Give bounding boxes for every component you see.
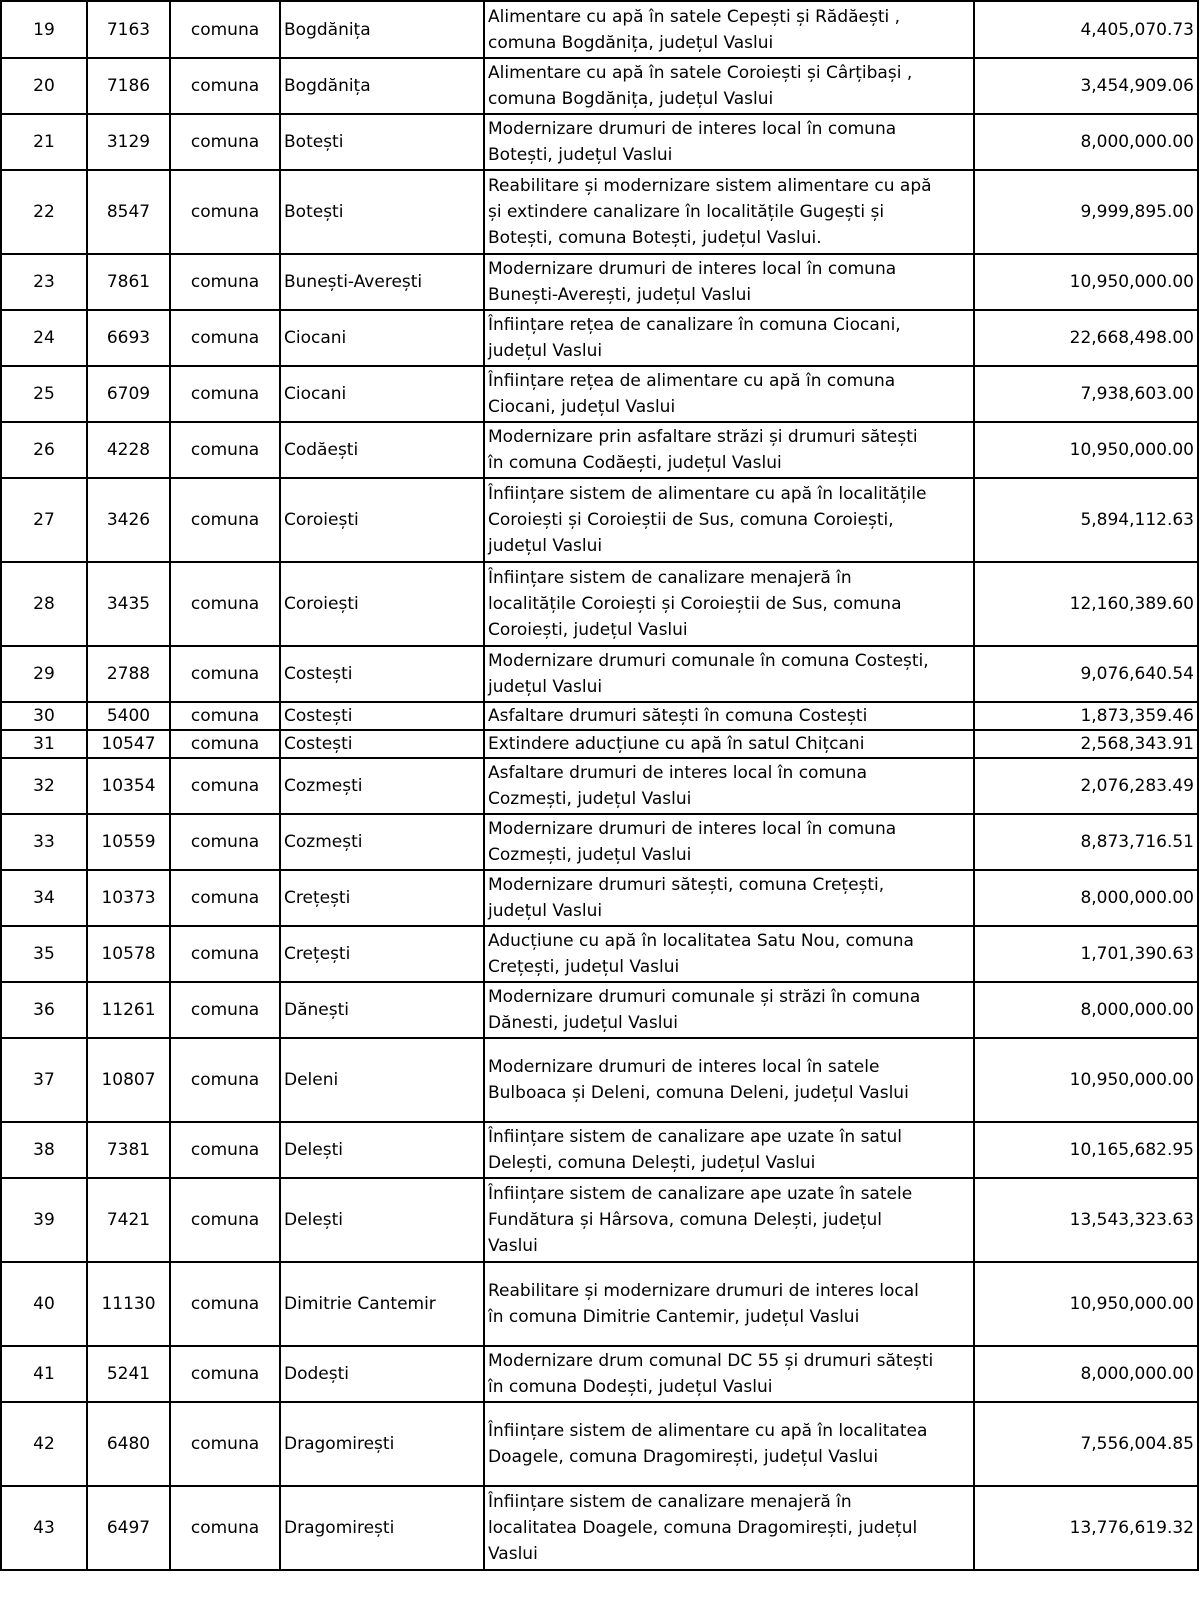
locality-type-cell: comuna: [170, 114, 280, 170]
locality-name-cell: Deleni: [280, 1038, 484, 1122]
project-description-cell: Înființare rețea de alimentare cu apă în comuna Ciocani, județul Vaslui: [484, 366, 974, 422]
locality-type-cell: comuna: [170, 1178, 280, 1262]
row-number-cell: 20: [1, 58, 87, 114]
project-description-cell: Alimentare cu apă în satele Cepești și Rădăești , comuna Bogdănița, județul Vaslui: [484, 1, 974, 58]
project-description-cell: Modernizare drum comunal DC 55 și drumuri sătești în comuna Dodești, județul Vaslui: [484, 1346, 974, 1402]
amount-cell: 8,000,000.00: [974, 870, 1198, 926]
amount-cell: 8,873,716.51: [974, 814, 1198, 870]
project-description-cell: Înființare rețea de canalizare în comuna Ciocani, județul Vaslui: [484, 310, 974, 366]
amount-cell: 8,000,000.00: [974, 982, 1198, 1038]
locality-type-cell: comuna: [170, 1122, 280, 1178]
amount-cell: 10,950,000.00: [974, 1262, 1198, 1346]
locality-name-cell: Cozmești: [280, 758, 484, 814]
row-number-cell: 33: [1, 814, 87, 870]
project-id-cell: 6709: [87, 366, 170, 422]
table-row: [1, 170, 1198, 254]
row-number-cell: 43: [1, 1486, 87, 1570]
locality-name-cell: Delești: [280, 1122, 484, 1178]
amount-cell: 2,076,283.49: [974, 758, 1198, 814]
locality-name-cell: Delești: [280, 1178, 484, 1262]
locality-type-cell: comuna: [170, 926, 280, 982]
locality-type-cell: comuna: [170, 1346, 280, 1402]
project-description-cell: Înființare sistem de canalizare menajeră în localitățile Coroiești și Coroieștii de Sus, comuna Coroiești, județul Vaslui: [484, 562, 974, 646]
row-number-cell: 31: [1, 730, 87, 758]
locality-type-cell: comuna: [170, 1402, 280, 1486]
locality-name-cell: Costești: [280, 702, 484, 730]
amount-cell: 13,776,619.32: [974, 1486, 1198, 1570]
locality-name-cell: Dimitrie Cantemir: [280, 1262, 484, 1346]
project-description-cell: Reabilitare și modernizare drumuri de interes local în comuna Dimitrie Cantemir, județul Vaslui: [484, 1262, 974, 1346]
table-row: [1, 478, 1198, 562]
amount-cell: 1,701,390.63: [974, 926, 1198, 982]
locality-type-cell: comuna: [170, 310, 280, 366]
amount-cell: 9,999,895.00: [974, 170, 1198, 254]
locality-name-cell: Ciocani: [280, 366, 484, 422]
locality-type-cell: comuna: [170, 702, 280, 730]
project-id-cell: 10807: [87, 1038, 170, 1122]
table-row: [1, 1402, 1198, 1486]
project-description-cell: Modernizare drumuri de interes local în comuna Bunești-Averești, județul Vaslui: [484, 254, 974, 310]
project-id-cell: 5400: [87, 702, 170, 730]
project-description-cell: Asfaltare drumuri de interes local în comuna Cozmești, județul Vaslui: [484, 758, 974, 814]
locality-name-cell: Dodești: [280, 1346, 484, 1402]
project-description-cell: Asfaltare drumuri sătești în comuna Costești: [484, 702, 974, 730]
amount-cell: 7,556,004.85: [974, 1402, 1198, 1486]
table-row: [1, 730, 1198, 758]
locality-type-cell: comuna: [170, 1262, 280, 1346]
locality-name-cell: Botești: [280, 114, 484, 170]
table-row: [1, 1178, 1198, 1262]
table-row: [1, 562, 1198, 646]
project-id-cell: 5241: [87, 1346, 170, 1402]
locality-type-cell: comuna: [170, 982, 280, 1038]
locality-type-cell: comuna: [170, 730, 280, 758]
project-description-cell: Modernizare drumuri de interes local în comuna Botești, județul Vaslui: [484, 114, 974, 170]
table-row: [1, 982, 1198, 1038]
locality-type-cell: comuna: [170, 170, 280, 254]
project-description-cell: Modernizare prin asfaltare străzi și drumuri sătești în comuna Codăești, județul Vaslui: [484, 422, 974, 478]
project-id-cell: 10373: [87, 870, 170, 926]
amount-cell: 8,000,000.00: [974, 1346, 1198, 1402]
table-row: [1, 422, 1198, 478]
amount-cell: 22,668,498.00: [974, 310, 1198, 366]
table-row: [1, 926, 1198, 982]
project-id-cell: 4228: [87, 422, 170, 478]
locality-type-cell: comuna: [170, 870, 280, 926]
table-row: [1, 1262, 1198, 1346]
table-row: [1, 1122, 1198, 1178]
amount-cell: 1,873,359.46: [974, 702, 1198, 730]
locality-name-cell: Bogdănița: [280, 1, 484, 58]
table-row: [1, 1, 1198, 58]
project-description-cell: Înființare sistem de alimentare cu apă în localitatea Doagele, comuna Dragomirești, județul Vaslui: [484, 1402, 974, 1486]
amount-cell: 9,076,640.54: [974, 646, 1198, 702]
table-row: [1, 58, 1198, 114]
amount-cell: 5,894,112.63: [974, 478, 1198, 562]
project-id-cell: 11261: [87, 982, 170, 1038]
project-description-cell: Modernizare drumuri comunale și străzi în comuna Dănesti, județul Vaslui: [484, 982, 974, 1038]
project-id-cell: 6693: [87, 310, 170, 366]
row-number-cell: 24: [1, 310, 87, 366]
locality-type-cell: comuna: [170, 58, 280, 114]
project-id-cell: 3129: [87, 114, 170, 170]
table-row: [1, 702, 1198, 730]
locality-name-cell: Crețești: [280, 926, 484, 982]
amount-cell: 10,950,000.00: [974, 422, 1198, 478]
project-id-cell: 7186: [87, 58, 170, 114]
locality-name-cell: Bunești-Averești: [280, 254, 484, 310]
amount-cell: 4,405,070.73: [974, 1, 1198, 58]
locality-type-cell: comuna: [170, 1038, 280, 1122]
project-description-cell: Modernizare drumuri de interes local în satele Bulboaca și Deleni, comuna Deleni, județul Vaslui: [484, 1038, 974, 1122]
project-id-cell: 6480: [87, 1402, 170, 1486]
project-id-cell: 11130: [87, 1262, 170, 1346]
project-description-cell: Înființare sistem de canalizare ape uzate în satele Fundătura și Hârsova, comuna Delești, județul Vaslui: [484, 1178, 974, 1262]
row-number-cell: 39: [1, 1178, 87, 1262]
amount-cell: 10,165,682.95: [974, 1122, 1198, 1178]
amount-cell: 7,938,603.00: [974, 366, 1198, 422]
row-number-cell: 21: [1, 114, 87, 170]
row-number-cell: 38: [1, 1122, 87, 1178]
amount-cell: 8,000,000.00: [974, 114, 1198, 170]
row-number-cell: 36: [1, 982, 87, 1038]
locality-type-cell: comuna: [170, 1486, 280, 1570]
table-row: [1, 1486, 1198, 1570]
table-row: [1, 310, 1198, 366]
project-id-cell: 3435: [87, 562, 170, 646]
row-number-cell: 19: [1, 1, 87, 58]
locality-type-cell: comuna: [170, 366, 280, 422]
locality-name-cell: Coroiești: [280, 478, 484, 562]
project-description-cell: Înființare sistem de alimentare cu apă în localitățile Coroiești și Coroieștii de Sus, comuna Coroiești, județul Vaslui: [484, 478, 974, 562]
project-id-cell: 7163: [87, 1, 170, 58]
project-id-cell: 8547: [87, 170, 170, 254]
table-body: [1, 1, 1198, 1570]
table-row: [1, 114, 1198, 170]
row-number-cell: 26: [1, 422, 87, 478]
locality-name-cell: Crețești: [280, 870, 484, 926]
locality-name-cell: Cozmești: [280, 814, 484, 870]
locality-name-cell: Costești: [280, 646, 484, 702]
project-description-cell: Reabilitare și modernizare sistem alimentare cu apă și extindere canalizare în localitățile Gugești și Botești, comuna Botești, județul Vaslui.: [484, 170, 974, 254]
project-description-cell: Modernizare drumuri comunale în comuna Costești, județul Vaslui: [484, 646, 974, 702]
table-row: [1, 1038, 1198, 1122]
project-id-cell: 7421: [87, 1178, 170, 1262]
project-description-cell: Alimentare cu apă în satele Coroiești și Cârțibași , comuna Bogdănița, județul Vaslui: [484, 58, 974, 114]
locality-type-cell: comuna: [170, 422, 280, 478]
locality-name-cell: Codăești: [280, 422, 484, 478]
project-description-cell: Extindere aducțiune cu apă în satul Chițcani: [484, 730, 974, 758]
locality-type-cell: comuna: [170, 814, 280, 870]
table-row: [1, 646, 1198, 702]
project-description-cell: Modernizare drumuri de interes local în comuna Cozmești, județul Vaslui: [484, 814, 974, 870]
row-number-cell: 30: [1, 702, 87, 730]
locality-name-cell: Botești: [280, 170, 484, 254]
locality-type-cell: comuna: [170, 1, 280, 58]
table-row: [1, 870, 1198, 926]
row-number-cell: 32: [1, 758, 87, 814]
locality-name-cell: Coroiești: [280, 562, 484, 646]
amount-cell: 12,160,389.60: [974, 562, 1198, 646]
row-number-cell: 35: [1, 926, 87, 982]
project-description-cell: Înființare sistem de canalizare ape uzate în satul Delești, comuna Delești, județul Vaslui: [484, 1122, 974, 1178]
table-row: [1, 814, 1198, 870]
row-number-cell: 34: [1, 870, 87, 926]
locality-type-cell: comuna: [170, 254, 280, 310]
locality-name-cell: Ciocani: [280, 310, 484, 366]
amount-cell: 10,950,000.00: [974, 1038, 1198, 1122]
locality-name-cell: Bogdănița: [280, 58, 484, 114]
row-number-cell: 41: [1, 1346, 87, 1402]
table-row: [1, 254, 1198, 310]
row-number-cell: 42: [1, 1402, 87, 1486]
amount-cell: 2,568,343.91: [974, 730, 1198, 758]
row-number-cell: 40: [1, 1262, 87, 1346]
project-id-cell: 10578: [87, 926, 170, 982]
project-id-cell: 10559: [87, 814, 170, 870]
project-id-cell: 10547: [87, 730, 170, 758]
locality-name-cell: Dragomirești: [280, 1486, 484, 1570]
project-id-cell: 7381: [87, 1122, 170, 1178]
row-number-cell: 23: [1, 254, 87, 310]
locality-name-cell: Dragomirești: [280, 1402, 484, 1486]
amount-cell: 3,454,909.06: [974, 58, 1198, 114]
locality-type-cell: comuna: [170, 562, 280, 646]
row-number-cell: 37: [1, 1038, 87, 1122]
project-id-cell: 7861: [87, 254, 170, 310]
amount-cell: 13,543,323.63: [974, 1178, 1198, 1262]
amount-cell: 10,950,000.00: [974, 254, 1198, 310]
table-row: [1, 758, 1198, 814]
project-id-cell: 6497: [87, 1486, 170, 1570]
locality-name-cell: Costești: [280, 730, 484, 758]
locality-type-cell: comuna: [170, 758, 280, 814]
row-number-cell: 27: [1, 478, 87, 562]
project-description-cell: Modernizare drumuri sătești, comuna Crețești, județul Vaslui: [484, 870, 974, 926]
table-row: [1, 366, 1198, 422]
project-id-cell: 10354: [87, 758, 170, 814]
project-description-cell: Aducțiune cu apă în localitatea Satu Nou, comuna Crețești, județul Vaslui: [484, 926, 974, 982]
table-row: [1, 1346, 1198, 1402]
project-id-cell: 3426: [87, 478, 170, 562]
locality-name-cell: Dănești: [280, 982, 484, 1038]
row-number-cell: 29: [1, 646, 87, 702]
row-number-cell: 28: [1, 562, 87, 646]
locality-type-cell: comuna: [170, 646, 280, 702]
row-number-cell: 25: [1, 366, 87, 422]
project-description-cell: Înființare sistem de canalizare menajeră în localitatea Doagele, comuna Dragomirești, județul Vaslui: [484, 1486, 974, 1570]
project-id-cell: 2788: [87, 646, 170, 702]
row-number-cell: 22: [1, 170, 87, 254]
locality-type-cell: comuna: [170, 478, 280, 562]
